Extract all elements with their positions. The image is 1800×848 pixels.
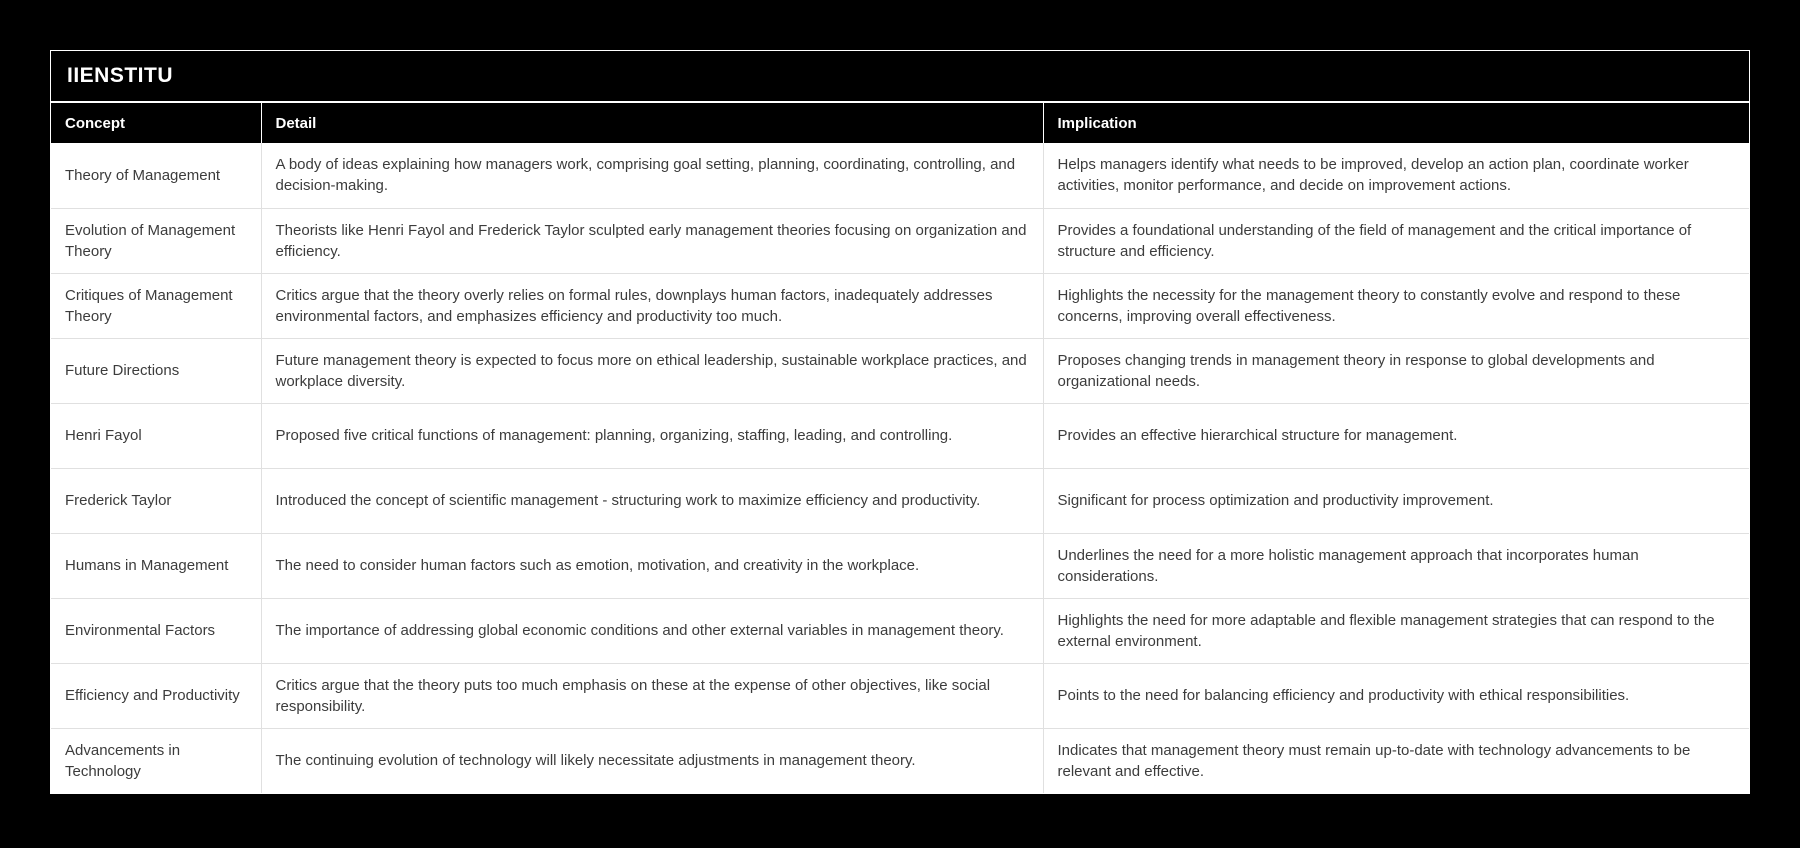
detail-cell: The need to consider human factors such as emotion, motivation, and creativity in the workplace. <box>261 533 1043 598</box>
brand-title: IIENSTITU <box>67 64 174 87</box>
implication-cell: Indicates that management theory must remain up-to-date with technology advancements to be relevant and effective. <box>1043 728 1749 793</box>
brand-title-bar <box>51 51 1749 103</box>
implication-cell: Points to the need for balancing efficiency and productivity with ethical responsibilities. <box>1043 663 1749 728</box>
concept-cell: Critiques of Management Theory <box>51 273 261 338</box>
concept-cell: Efficiency and Productivity <box>51 663 261 728</box>
table-row <box>51 338 1749 403</box>
concepts-table <box>51 103 1749 793</box>
detail-cell: Proposed five critical functions of management: planning, organizing, staffing, leading, and controlling. <box>261 403 1043 468</box>
table-row <box>51 143 1749 208</box>
table-row <box>51 663 1749 728</box>
concept-cell: Henri Fayol <box>51 403 261 468</box>
table-header-row <box>51 103 1749 143</box>
implication-cell: Provides an effective hierarchical structure for management. <box>1043 403 1749 468</box>
implication-cell: Proposes changing trends in management theory in response to global developments and organizational needs. <box>1043 338 1749 403</box>
table-row <box>51 403 1749 468</box>
table-row <box>51 273 1749 338</box>
detail-cell: Future management theory is expected to focus more on ethical leadership, sustainable workplace practices, and workplace diversity. <box>261 338 1043 403</box>
detail-cell: Critics argue that the theory overly relies on formal rules, downplays human factors, inadequately addresses environmental factors, and emphasizes efficiency and productivity too much. <box>261 273 1043 338</box>
table-row <box>51 728 1749 793</box>
implication-cell: Significant for process optimization and productivity improvement. <box>1043 468 1749 533</box>
implication-cell: Highlights the necessity for the management theory to constantly evolve and respond to these concerns, improving overall effectiveness. <box>1043 273 1749 338</box>
column-header-concept: Concept <box>51 103 261 143</box>
concept-cell: Environmental Factors <box>51 598 261 663</box>
concept-cell: Future Directions <box>51 338 261 403</box>
table-row <box>51 208 1749 273</box>
detail-cell: The importance of addressing global economic conditions and other external variables in management theory. <box>261 598 1043 663</box>
implication-cell: Provides a foundational understanding of the field of management and the critical importance of structure and efficiency. <box>1043 208 1749 273</box>
table-row <box>51 598 1749 663</box>
detail-cell: Critics argue that the theory puts too much emphasis on these at the expense of other objectives, like social responsibility. <box>261 663 1043 728</box>
table-card <box>50 50 1750 794</box>
table-row <box>51 533 1749 598</box>
table-row <box>51 468 1749 533</box>
concept-cell: Theory of Management <box>51 143 261 208</box>
detail-cell: The continuing evolution of technology will likely necessitate adjustments in management theory. <box>261 728 1043 793</box>
implication-cell: Highlights the need for more adaptable and flexible management strategies that can respond to the external environment. <box>1043 598 1749 663</box>
implication-cell: Helps managers identify what needs to be improved, develop an action plan, coordinate worker activities, monitor performance, and decide on improvement actions. <box>1043 143 1749 208</box>
detail-cell: Theorists like Henri Fayol and Frederick Taylor sculpted early management theories focusing on organization and efficiency. <box>261 208 1043 273</box>
concept-cell: Frederick Taylor <box>51 468 261 533</box>
implication-cell: Underlines the need for a more holistic management approach that incorporates human considerations. <box>1043 533 1749 598</box>
detail-cell: A body of ideas explaining how managers work, comprising goal setting, planning, coordinating, controlling, and decision-making. <box>261 143 1043 208</box>
column-header-detail: Detail <box>261 103 1043 143</box>
column-header-implication: Implication <box>1043 103 1749 143</box>
concept-cell: Advancements in Technology <box>51 728 261 793</box>
concept-cell: Evolution of Management Theory <box>51 208 261 273</box>
detail-cell: Introduced the concept of scientific management - structuring work to maximize efficiency and productivity. <box>261 468 1043 533</box>
concept-cell: Humans in Management <box>51 533 261 598</box>
